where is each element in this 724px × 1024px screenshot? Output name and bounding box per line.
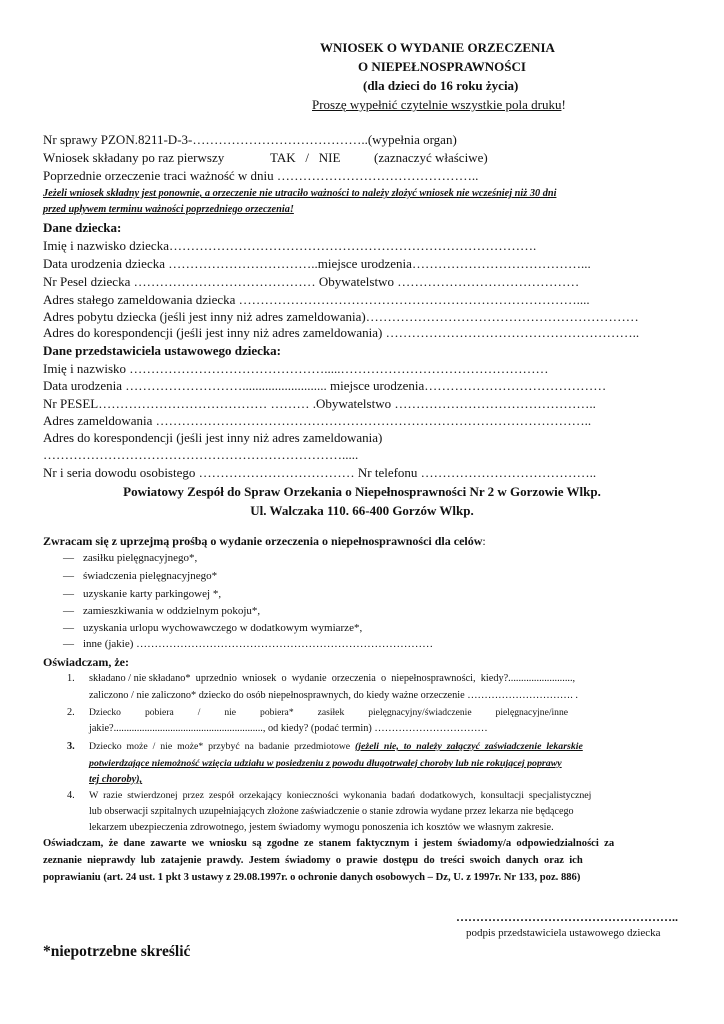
purpose-label: uzyskanie karty parkingowej *, (83, 588, 222, 600)
declaration-item-4-cont2: lekarzem ubezpieczenia zdrowotnego, jestem świadomy wymogu ponoszenia ich kosztów we własnym zakresie. (89, 822, 554, 833)
fill-instruction-text: Proszę wypełnić czytelnie wszystkie pola druku (312, 97, 562, 112)
declaration-item-3[interactable] (67, 741, 583, 752)
form-title-line2: O NIEPEŁNOSPRAWNOŚCI (358, 59, 526, 74)
purpose-item[interactable] (63, 605, 260, 617)
purpose-label: zamieszkiwania w oddzielnym pokoju*, (83, 605, 261, 617)
guardian-name-field[interactable]: Imię i nazwisko ……………………………………….....………………………………………… (43, 361, 549, 376)
child-data-heading: Dane dziecka: (43, 220, 122, 235)
statement-line3: poprawianiu (art. 24 ust. 1 pkt 3 ustawy z 29.08.1997r. o ochronie danych osobowych – Dz, U. z 1997r. Nr 133, poz. 886) (43, 872, 581, 883)
child-permanent-address-field[interactable]: Adres stałego zameldowania dziecka …………………………………………………………………….... (43, 292, 590, 307)
guardian-correspondence-address-label: Adres do korespondencji (jeśli jest inny niż adres zameldowania) (43, 430, 383, 445)
reapplication-warning-line1: Jeżeli wniosek składny jest ponownie, a orzeczenie nie utraciło ważności to należy złożyć wniosek nie wcześniej niż 30 dni (43, 188, 557, 199)
declaration-text: W razie stwierdzonej przez zespół orzekający konieczności wykonania badań dodatkowych, konsultacji specjalistycznej (89, 790, 592, 801)
item-number: 4. (67, 790, 75, 801)
dash-marker: — (63, 638, 74, 650)
dash-marker: — (63, 570, 74, 582)
declaration-item-1[interactable] (67, 673, 575, 684)
signature-label: podpis przedstawiciela ustawowego dziecka (466, 927, 661, 939)
guardian-pesel-field[interactable]: Nr PESEL………………………………… ……… .Obywatelstwo ……………………………………….. (43, 396, 596, 411)
guardian-address-field[interactable]: Adres zameldowania ……………………………………………………………………………………….. (43, 413, 592, 428)
guardian-id-phone-field[interactable]: Nr i seria dowodu osobistego ……………………………… Nr telefonu ………………………………….. (43, 465, 597, 480)
declaration-item-2-cont[interactable]: jakie?.........................................................., od kiedy? (podać termin) …………………………… (89, 723, 488, 734)
purpose-item[interactable] (63, 552, 197, 564)
purpose-item[interactable] (63, 570, 217, 582)
request-intro-colon: : (482, 534, 486, 548)
fill-instruction-mark: ! (561, 97, 566, 112)
reapplication-warning-line2: przed upływem terminu ważności poprzedniego orzeczenia! (43, 204, 294, 215)
purpose-item[interactable] (63, 638, 433, 650)
fill-instruction (312, 97, 566, 113)
previous-certificate-expiry-line[interactable]: Poprzednie orzeczenie traci ważność w dniu ……………………………………….. (43, 168, 479, 183)
child-pesel-field[interactable]: Nr Pesel dziecka …………………………………… Obywatelstwo …………………………………… (43, 274, 580, 289)
declarations-heading: Oświadczam, że: (43, 655, 129, 669)
purpose-label: zasiłku pielęgnacyjnego*, (83, 552, 198, 564)
purpose-item[interactable] (63, 588, 221, 600)
item-number: 3. (67, 741, 75, 752)
dash-marker: — (63, 622, 74, 634)
first-application-label: Wniosek składany po raz pierwszy (43, 150, 225, 165)
declaration-item-4 (67, 790, 591, 801)
item-number: 2. (67, 707, 75, 718)
guardian-birth-field[interactable]: Data urodzenia ……………………….......................... miejsce urodzenia…………………………………… (43, 378, 607, 393)
declaration-item-2[interactable] (67, 707, 568, 718)
declaration-item-4-cont: lub obserwacji szpitalnych uzupełniających złożone zaświadczenie o stanie zdrowia wydane przez lekarza nie będącego (89, 806, 574, 817)
child-birth-field[interactable]: Data urodzenia dziecka ……………………………..miejsce urodzenia…………………………………... (43, 256, 591, 271)
office-name: Powiatowy Zespół do Spraw Orzekania o Niepełnosprawności Nr 2 w Gorzowie Wlkp. (123, 484, 601, 499)
child-correspondence-address-field[interactable]: Adres do korespondencji (jeśli jest inny niż adres zameldowania) ………………………………………………….. (43, 325, 640, 340)
office-address: Ul. Walczaka 110. 66-400 Gorzów Wlkp. (250, 503, 474, 518)
declaration-item-3-cont: potwierdzające niemożność wzięcia udziału w posiedzeniu z powodu długotrwałej choroby lub nie rokującej poprawy (89, 758, 562, 769)
purpose-item[interactable] (63, 622, 362, 634)
dash-marker: — (63, 605, 74, 617)
purpose-label: inne (jakie) ……………………………………………………………………… (83, 638, 434, 650)
statement-line2: zeznanie nieprawdy lub zatajenie prawdy. Jestem świadomy o prawie dostępu do treści swoich danych oraz ich (43, 855, 583, 866)
purpose-label: świadczenia pielęgnacyjnego* (83, 570, 218, 582)
case-number-line[interactable]: Nr sprawy PZON.8211-D-3-…………………………………..(wypełnia organ) (43, 132, 457, 147)
declaration-text-bold: (jeżeli nie, to należy załączyć zaświadczenie lekarskie (355, 741, 583, 752)
footnote: *niepotrzebne skreślić (43, 943, 191, 960)
statement-line1: Oświadczam, że dane zawarte we wniosku są zgodne ze stanem faktycznym i jestem świadomy/a odpowiedzialności za (43, 838, 615, 849)
request-intro (43, 534, 486, 549)
child-name-field[interactable]: Imię i nazwisko dziecka…………………………………………………………………………. (43, 238, 537, 253)
child-stay-address-field[interactable]: Adres pobytu dziecka (jeśli jest inny niż adres zameldowania)……………………………………………………… (43, 309, 639, 324)
first-application-hint: (zaznaczyć właściwe) (374, 150, 488, 165)
form-title-line3: (dla dzieci do 16 roku życia) (363, 78, 519, 93)
item-number: 1. (67, 673, 75, 684)
guardian-correspondence-address-field[interactable]: ……………………………………………………………..... (43, 447, 359, 462)
guardian-data-heading: Dane przedstawiciela ustawowego dziecka: (43, 343, 281, 358)
declaration-item-1-cont[interactable]: zaliczono / nie zaliczono* dziecko do osób niepełnosprawnych, do kiedy ważne orzeczenie …………………………. . (89, 690, 578, 701)
signature-line[interactable]: ……………………………………………….. (456, 910, 678, 924)
form-title-line1: WNIOSEK O WYDANIE ORZECZENIA (320, 40, 555, 55)
first-application-options[interactable]: TAK / NIE (270, 150, 341, 165)
declaration-item-3-cont2: tej choroby), (89, 774, 143, 785)
purpose-label: uzyskania urlopu wychowawczego w dodatkowym wymiarze*, (83, 622, 363, 634)
first-application-line (43, 150, 488, 166)
declaration-text: składano / nie składano* uprzednio wniosek o wydanie orzeczenia o niepełnosprawności, kiedy?........................., (89, 673, 576, 684)
dash-marker: — (63, 588, 74, 600)
dash-marker: — (63, 552, 74, 564)
request-intro-text: Zwracam się z uprzejmą prośbą o wydanie orzeczenia o niepełnosprawności dla celów (43, 534, 483, 548)
declaration-text: Dziecko pobiera / nie pobiera* zasiłek pielęgnacyjny/świadczenie pielęgnacyjne/inne (89, 707, 569, 718)
declaration-text: Dziecko może / nie może* przybyć na badanie przedmiotowe (89, 741, 356, 752)
